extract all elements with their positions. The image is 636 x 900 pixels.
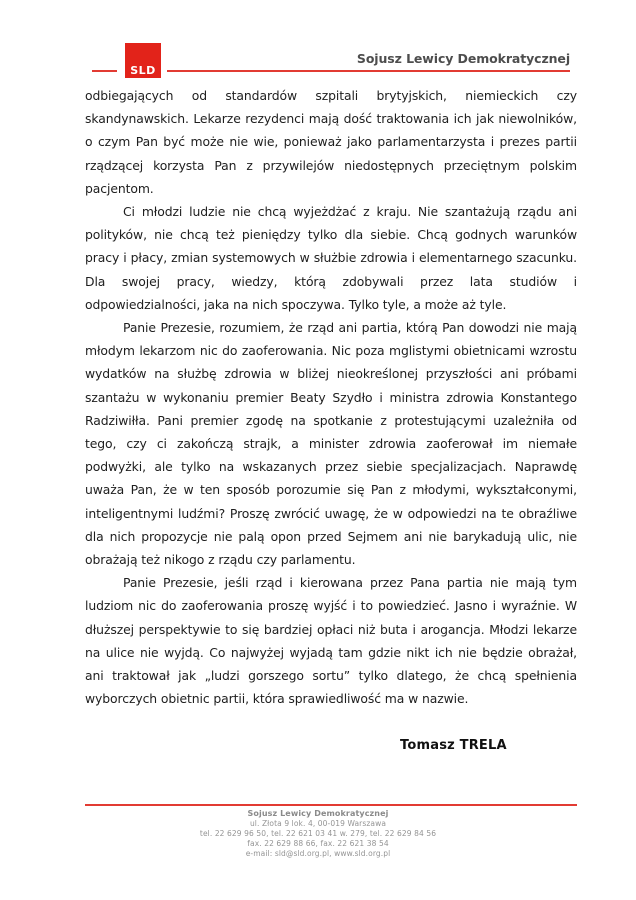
footer (0, 809, 636, 859)
paragraph-1: odbiegających od standardów szpitali brytyjskich, niemieckich czy skandynawskich. Lekarze rezydenci mają dość traktowania ich jak niewolników, o czym Pan być może nie wie, ponieważ jako parlamentarzysta i prezes partii rządzącej korzysta Pan z przywilejów niedostępnych przeciętnym polskim pacjentom. (85, 88, 577, 196)
header-rule (167, 70, 570, 72)
signature: Tomasz TRELA (400, 738, 507, 754)
footer-address: ul. Złota 9 lok. 4, 00-019 Warszawa (249, 819, 387, 828)
paragraph-4: Panie Prezesie, jeśli rząd i kierowana przez Pana partia nie mają tym ludziom nic do zaoferowania proszę wyjść i to powiedzieć. Jasno i wyraźnie. W dłuższej perspektywie to się bardziej opłaci niż buta i arogancja. Młodzi lekarze na ulice nie wyjdą. Co najwyżej wyjadą tam gdzie nikt ich nie będzie obrażał, ani traktował jak „ludzi gorszego sortu” tylko dlatego, że chcą spełnienia wyborczych obietnic partii, która sprawiedliwość ma w nazwie. (85, 575, 577, 707)
sld-logo-text: SLD (130, 64, 156, 77)
footer-org-name: Sojusz Lewicy Demokratycznej (247, 809, 389, 818)
footer-rule (85, 804, 577, 806)
letter-body (85, 84, 577, 758)
header-left-dash (92, 70, 117, 72)
sld-logo (125, 43, 161, 78)
footer-fax: fax. 22 629 88 66, fax. 22 621 38 54 (247, 839, 389, 848)
paragraph-3: Panie Prezesie, rozumiem, że rząd ani partia, którą Pan dowodzi nie mają młodym lekarzom nic do zaoferowania. Nic poza mglistymi obietnicami wzrostu wydatków na służbę zdrowia w bliżej nieokreślonej przyszłości ani próbami szantażu w wykonaniu premier Beaty Szydło i ministra zdrowia Konstantego Radziwiłła. Pani premier zgodę na spotkanie z protestującymi uzależniła od tego, czy ci zakończą strajk, a minister zdrowia zaoferował im niemałe podwyżki, ale tylko na wskazanych przez siebie specjalizacjach. Naprawdę uważa Pan, że w ten sposób porozumie się Pan z młodymi, wykształconymi, inteligentnymi ludźmi? Proszę zwrócić uwagę, że w odpowiedzi na te obraźliwe dla nich propozycje nie palą opon przed Sejmem ani nie barykadują ulic, nie obrażają też nikogo z rządu czy parlamentu. (85, 320, 577, 568)
header-org-name: Sojusz Lewicy Demokratycznej (356, 51, 570, 66)
footer-phones: tel. 22 629 96 50, tel. 22 621 03 41 w. 279, tel. 22 629 84 56 (199, 829, 437, 838)
footer-email-web: e-mail: sld@sld.org.pl, www.sld.org.pl (245, 849, 391, 858)
paragraph-2: Ci młodzi ludzie nie chcą wyjeżdżać z kraju. Nie szantażują rządu ani polityków, nie chcą też pieniędzy tylko dla siebie. Chcą godnych warunków pracy i płacy, zmian systemowych w służbie zdrowia i elementarnego szacunku. Dla swojej pracy, wiedzy, którą zdobywali przez lata studiów i odpowiedzialności, jaka na nich spoczywa. Tylko tyle, a może aż tyle. (85, 204, 577, 312)
